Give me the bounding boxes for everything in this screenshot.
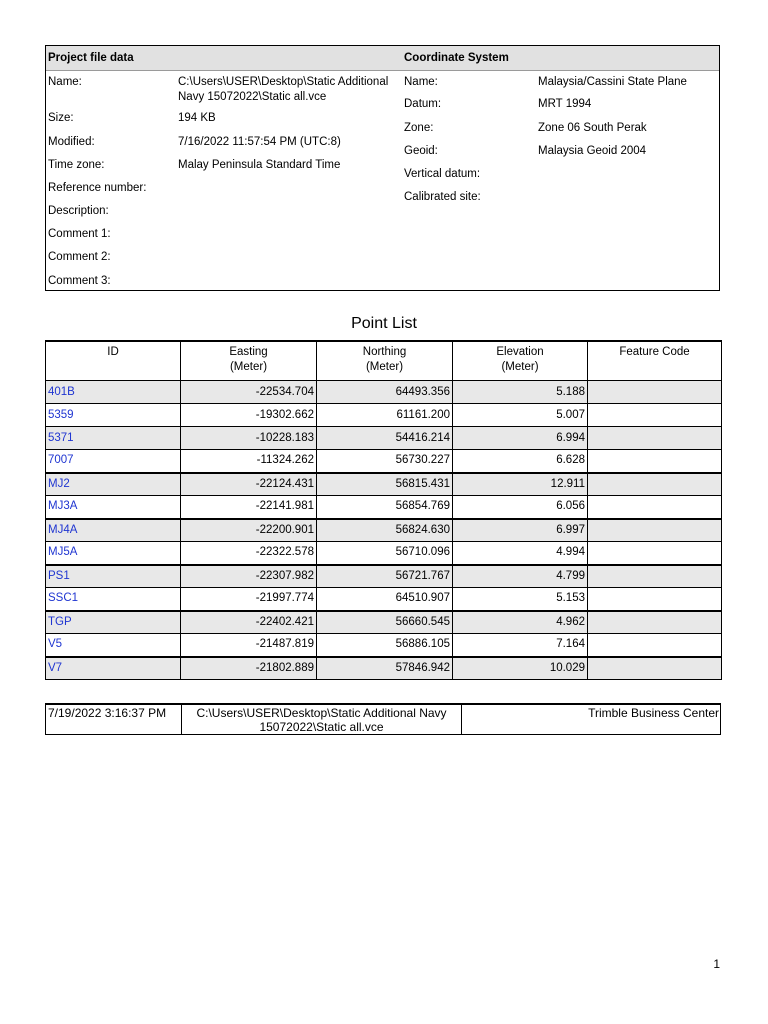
point-id-link[interactable]: MJ5A (46, 542, 181, 565)
feature-code-cell (588, 542, 722, 565)
field-value-time-zone: Malay Peninsula Standard Time (178, 159, 341, 171)
field-label-time-zone: Time zone: (48, 159, 105, 171)
footer-path-line1: C:\Users\USER\Desktop\Static Additional Navy (196, 706, 447, 720)
col-header-northing: Northing (Meter) (317, 341, 453, 381)
easting-cell: -22307.982 (181, 565, 317, 588)
project-info-panel (45, 45, 720, 291)
northing-cell: 56815.431 (317, 473, 453, 496)
footer-project-path (182, 705, 462, 735)
field-label-comment-3: Comment 3: (48, 275, 111, 287)
col-header-id: ID (46, 341, 181, 381)
elevation-cell: 6.997 (453, 519, 588, 542)
northing-cell: 56886.105 (317, 634, 453, 657)
feature-code-cell (588, 496, 722, 519)
col-header-feature-code: Feature Code (588, 341, 722, 381)
field-value-name: C:\Users\USER\Desktop\Static Additional Navy 15072022\Static all.vce (178, 76, 389, 103)
easting-cell: -21802.889 (181, 657, 317, 680)
elevation-cell: 6.994 (453, 427, 588, 450)
table-row (46, 473, 722, 496)
feature-code-cell (588, 450, 722, 473)
easting-cell: -19302.662 (181, 404, 317, 427)
easting-cell: -22141.981 (181, 496, 317, 519)
point-list-table (45, 340, 722, 680)
easting-cell: -22322.578 (181, 542, 317, 565)
elevation-cell: 4.799 (453, 565, 588, 588)
northing-cell: 56824.630 (317, 519, 453, 542)
table-row (46, 657, 722, 680)
easting-cell: -22402.421 (181, 611, 317, 634)
elevation-cell: 6.056 (453, 496, 588, 519)
northing-cell: 56730.227 (317, 450, 453, 473)
point-id-link[interactable]: 5371 (46, 427, 181, 450)
feature-code-cell (588, 634, 722, 657)
project-info-header (46, 46, 719, 71)
northing-cell: 64493.356 (317, 381, 453, 404)
table-row (46, 404, 722, 427)
feature-code-cell (588, 427, 722, 450)
easting-cell: -21997.774 (181, 588, 317, 611)
coord-value-datum: MRT 1994 (538, 98, 592, 110)
point-id-link[interactable]: 7007 (46, 450, 181, 473)
field-label-size: Size: (48, 112, 74, 124)
coord-label-name: Name: (404, 76, 438, 88)
feature-code-cell (588, 473, 722, 496)
table-row (46, 381, 722, 404)
elevation-cell: 10.029 (453, 657, 588, 680)
coord-label-zone: Zone: (404, 122, 434, 134)
coord-value-geoid: Malaysia Geoid 2004 (538, 145, 647, 157)
table-header-row (46, 341, 722, 381)
point-list-title: Point List (351, 315, 417, 332)
northing-cell: 56660.545 (317, 611, 453, 634)
feature-code-cell (588, 565, 722, 588)
field-value-modified: 7/16/2022 11:57:54 PM (UTC:8) (178, 136, 341, 148)
northing-cell: 54416.214 (317, 427, 453, 450)
coord-label-datum: Datum: (404, 98, 442, 110)
col-header-easting: Easting (Meter) (181, 341, 317, 381)
feature-code-cell (588, 588, 722, 611)
northing-cell: 57846.942 (317, 657, 453, 680)
coordinate-system-heading: Coordinate System (404, 52, 509, 64)
footer-app-name: Trimble Business Center (588, 706, 719, 720)
easting-cell: -22124.431 (181, 473, 317, 496)
project-file-data-heading: Project file data (48, 52, 134, 64)
feature-code-cell (588, 519, 722, 542)
table-row (46, 450, 722, 473)
footer-timestamp: 7/19/2022 3:16:37 PM (46, 705, 182, 735)
table-row (46, 542, 722, 565)
point-id-link[interactable]: SSC1 (46, 588, 181, 611)
point-id-link[interactable]: MJ4A (46, 519, 181, 542)
easting-cell: -10228.183 (181, 427, 317, 450)
elevation-cell: 12.911 (453, 473, 588, 496)
coord-label-calibrated-site: Calibrated site: (404, 191, 481, 203)
field-label-comment-1: Comment 1: (48, 228, 111, 240)
northing-cell: 56854.769 (317, 496, 453, 519)
northing-cell: 56710.096 (317, 542, 453, 565)
coord-value-zone: Zone 06 South Perak (538, 122, 647, 134)
point-id-link[interactable]: MJ2 (46, 473, 181, 496)
feature-code-cell (588, 381, 722, 404)
coord-value-name: Malaysia/Cassini State Plane (538, 76, 687, 88)
table-row (46, 519, 722, 542)
page-number: 1 (713, 957, 720, 971)
field-label-modified: Modified: (48, 136, 95, 148)
point-id-link[interactable]: 401B (46, 381, 181, 404)
easting-cell: -11324.262 (181, 450, 317, 473)
elevation-cell: 7.164 (453, 634, 588, 657)
elevation-cell: 5.153 (453, 588, 588, 611)
field-label-name: Name: (48, 76, 82, 88)
col-header-elevation: Elevation (Meter) (453, 341, 588, 381)
table-row (46, 496, 722, 519)
table-row (46, 611, 722, 634)
field-value-size: 194 KB (178, 112, 216, 124)
field-label-reference-number: Reference number: (48, 182, 147, 194)
feature-code-cell (588, 657, 722, 680)
northing-cell: 64510.907 (317, 588, 453, 611)
easting-cell: -21487.819 (181, 634, 317, 657)
feature-code-cell (588, 611, 722, 634)
northing-cell: 61161.200 (317, 404, 453, 427)
elevation-cell: 4.994 (453, 542, 588, 565)
elevation-cell: 5.007 (453, 404, 588, 427)
field-label-description: Description: (48, 205, 109, 217)
point-id-link[interactable]: V7 (46, 657, 181, 680)
point-id-link[interactable]: TGP (46, 611, 181, 634)
elevation-cell: 6.628 (453, 450, 588, 473)
easting-cell: -22200.901 (181, 519, 317, 542)
table-row (46, 634, 722, 657)
report-footer (45, 703, 721, 735)
elevation-cell: 4.962 (453, 611, 588, 634)
footer-path-line2: 15072022\Static all.vce (259, 720, 384, 734)
table-row (46, 565, 722, 588)
table-row (46, 588, 722, 611)
point-id-link[interactable]: PS1 (46, 565, 181, 588)
field-label-comment-2: Comment 2: (48, 251, 111, 263)
easting-cell: -22534.704 (181, 381, 317, 404)
point-id-link[interactable]: V5 (46, 634, 181, 657)
point-id-link[interactable]: 5359 (46, 404, 181, 427)
coord-label-vertical-datum: Vertical datum: (404, 168, 481, 180)
elevation-cell: 5.188 (453, 381, 588, 404)
coord-label-geoid: Geoid: (404, 145, 438, 157)
point-id-link[interactable]: MJ3A (46, 496, 181, 519)
feature-code-cell (588, 404, 722, 427)
northing-cell: 56721.767 (317, 565, 453, 588)
table-row (46, 427, 722, 450)
